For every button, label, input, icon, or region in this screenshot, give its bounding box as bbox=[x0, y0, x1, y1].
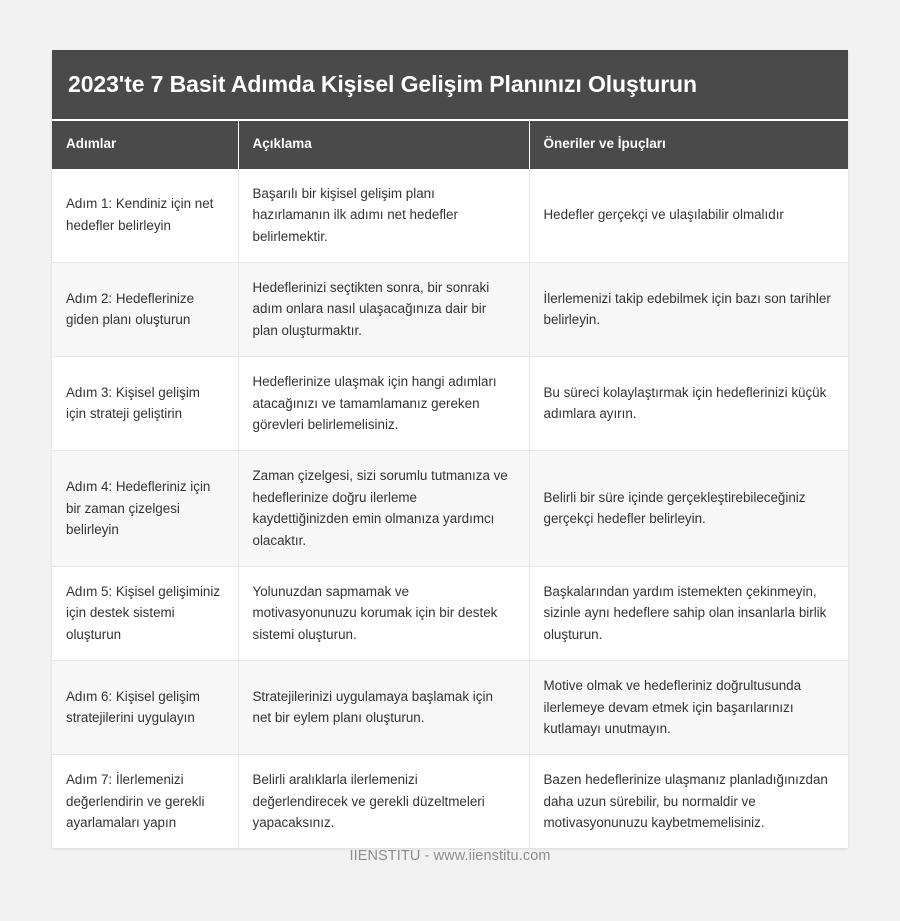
table-row bbox=[52, 566, 848, 660]
cell-tips: Motive olmak ve hedefleriniz doğrultusunda ilerlemeye devam etmek için başarılarınızı kutlamayı unutmayın. bbox=[529, 660, 848, 754]
cell-description: Başarılı bir kişisel gelişim planı hazırlamanın ilk adımı net hedefler belirlemektir. bbox=[238, 169, 529, 263]
cell-description: Zaman çizelgesi, sizi sorumlu tutmanıza ve hedeflerinize doğru ilerleme kaydettiğinizden emin olmanıza yardımcı olacaktır. bbox=[238, 450, 529, 566]
table-row bbox=[52, 356, 848, 450]
cell-step-name: Adım 6: Kişisel gelişim stratejilerini uygulayın bbox=[52, 660, 238, 754]
personal-development-plan-table bbox=[52, 50, 848, 848]
cell-description: Hedeflerinizi seçtikten sonra, bir sonraki adım onlara nasıl ulaşacağınıza dair bir plan oluşturmaktır. bbox=[238, 262, 529, 356]
cell-description: Hedeflerinize ulaşmak için hangi adımları atacağınızı ve tamamlamanız gereken görevleri belirlemelisiniz. bbox=[238, 356, 529, 450]
table-header-group bbox=[52, 50, 848, 120]
cell-tips: Bu süreci kolaylaştırmak için hedeflerinizi küçük adımlara ayırın. bbox=[529, 356, 848, 450]
cell-tips: Belirli bir süre içinde gerçekleştirebileceğiniz gerçekçi hedefler belirleyin. bbox=[529, 450, 848, 566]
column-header-row bbox=[52, 120, 848, 168]
table-row bbox=[52, 450, 848, 566]
footer-attribution: IIENSTITU - www.iienstitu.com bbox=[349, 848, 551, 864]
cell-step-name: Adım 7: İlerlemenizi değerlendirin ve gerekli ayarlamaları yapın bbox=[52, 754, 238, 848]
cell-description: Stratejilerinizi uygulamaya başlamak için net bir eylem planı oluşturun. bbox=[238, 660, 529, 754]
page-title: 2023'te 7 Basit Adımda Kişisel Gelişim Planınızı Oluşturun bbox=[52, 50, 848, 120]
table-row bbox=[52, 660, 848, 754]
cell-step-name: Adım 3: Kişisel gelişim için strateji geliştirin bbox=[52, 356, 238, 450]
cell-tips: Başkalarından yardım istemekten çekinmeyin, sizinle aynı hedeflere sahip olan insanlarla birlik oluşturun. bbox=[529, 566, 848, 660]
cell-tips: Bazen hedeflerinize ulaşmanız planladığınızdan daha uzun sürebilir, bu normaldir ve motivasyonunuzu kaybetmemelisiniz. bbox=[529, 754, 848, 848]
column-header-aciklama: Açıklama bbox=[238, 120, 529, 168]
table-column-header-group bbox=[52, 120, 848, 168]
cell-step-name: Adım 1: Kendiniz için net hedefler belirleyin bbox=[52, 169, 238, 263]
cell-description: Yolunuzdan sapmamak ve motivasyonunuzu korumak için bir destek sistemi oluşturun. bbox=[238, 566, 529, 660]
infographic-table-container bbox=[52, 50, 848, 848]
cell-description: Belirli aralıklarla ilerlemenizi değerlendirecek ve gerekli düzeltmeleri yapacaksınız. bbox=[238, 754, 529, 848]
cell-step-name: Adım 4: Hedefleriniz için bir zaman çizelgesi belirleyin bbox=[52, 450, 238, 566]
cell-tips: İlerlemenizi takip edebilmek için bazı son tarihler belirleyin. bbox=[529, 262, 848, 356]
table-row bbox=[52, 754, 848, 848]
cell-step-name: Adım 5: Kişisel gelişiminiz için destek sistemi oluşturun bbox=[52, 566, 238, 660]
column-header-oneriler: Öneriler ve İpuçları bbox=[529, 120, 848, 168]
table-body bbox=[52, 169, 848, 848]
cell-tips: Hedefler gerçekçi ve ulaşılabilir olmalıdır bbox=[529, 169, 848, 263]
table-row bbox=[52, 169, 848, 263]
table-title-row bbox=[52, 50, 848, 120]
column-header-adimlar: Adımlar bbox=[52, 120, 238, 168]
table-row bbox=[52, 262, 848, 356]
cell-step-name: Adım 2: Hedeflerinize giden planı oluşturun bbox=[52, 262, 238, 356]
